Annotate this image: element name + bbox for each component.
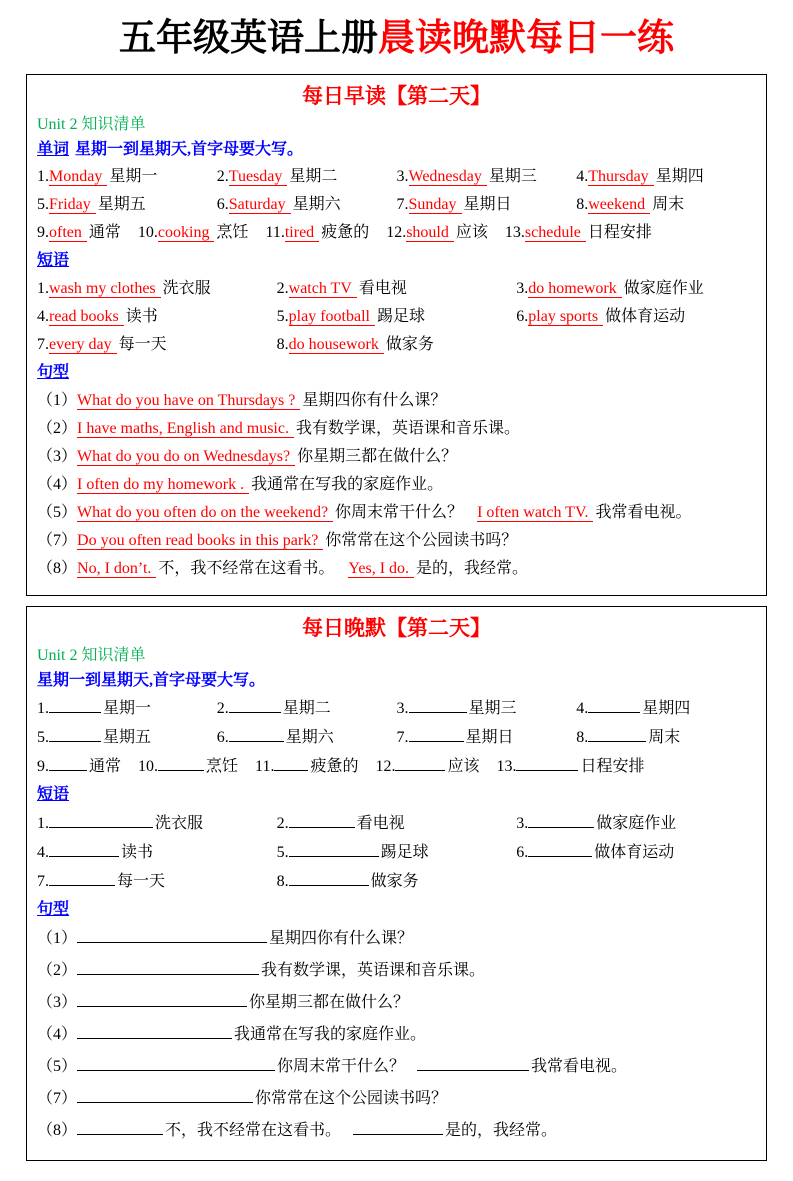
answer-blank[interactable] xyxy=(77,1024,232,1039)
answer-blank[interactable] xyxy=(49,871,115,886)
english-answer-text: Tuesday xyxy=(229,168,288,186)
chinese-meaning: 星期五 xyxy=(103,728,152,746)
chinese-translation-2: 是的，我经常。 xyxy=(445,1121,558,1139)
morning-section-header: 每日早读【第二天】 xyxy=(302,84,491,109)
chinese-meaning: 疲惫的 xyxy=(321,223,370,241)
item-number: 9. xyxy=(37,757,49,775)
item-number: 4. xyxy=(576,699,589,717)
item-number: 7. xyxy=(396,728,409,746)
vocab-item xyxy=(37,307,277,327)
vocab-item xyxy=(397,195,577,215)
english-answer-text: play football xyxy=(289,308,375,326)
vocab-item xyxy=(576,195,756,215)
chinese-meaning: 洗衣服 xyxy=(155,814,204,832)
chinese-meaning: 烹饪 xyxy=(206,757,239,775)
vocab-blank-item xyxy=(397,727,577,748)
item-number: 7. xyxy=(37,872,49,890)
vocab-item xyxy=(217,195,397,215)
chinese-translation: 你周末常干什么？ xyxy=(277,1057,406,1075)
answer-blank[interactable] xyxy=(588,698,640,713)
item-number: 6. xyxy=(216,195,229,213)
english-answer-text: Sunday xyxy=(409,196,462,214)
english-answer-text: read books xyxy=(49,308,124,326)
english-answer-text: Friday xyxy=(49,196,96,214)
chinese-meaning: 星期日 xyxy=(463,195,512,213)
title-text-red: 晨读晚默每日一练 xyxy=(378,18,674,59)
english-sentence: What do you often do on the weekend? xyxy=(77,504,333,522)
item-number: 9. xyxy=(37,223,49,241)
chinese-translation: 我有数学课，英语课和音乐课。 xyxy=(261,961,486,979)
vocab-blank-item xyxy=(217,698,397,719)
vocab-blank-item xyxy=(277,871,517,892)
morning-sentence-list xyxy=(37,391,756,579)
morning-word-row-3 xyxy=(37,223,756,243)
words-label: 单词 xyxy=(37,140,70,158)
sentence-item xyxy=(37,391,756,411)
english-answer-text: wash my clothes xyxy=(49,280,161,298)
item-number: 5. xyxy=(276,307,289,325)
answer-blank[interactable] xyxy=(516,756,578,771)
english-sentence-2: Yes, I do. xyxy=(348,560,414,578)
chinese-meaning: 星期日 xyxy=(465,728,514,746)
vocab-blank-item xyxy=(37,842,277,863)
title-text-black: 五年级英语上册 xyxy=(119,18,378,59)
english-answer-text: watch TV xyxy=(289,280,357,298)
morning-phrase-row-3 xyxy=(37,335,756,355)
chinese-meaning: 星期二 xyxy=(282,699,331,717)
english-sentence: I often do my homework . xyxy=(77,476,249,494)
chinese-meaning: 做家庭作业 xyxy=(623,279,704,297)
morning-unit-label: Unit 2 知识清单 xyxy=(37,115,146,133)
vocab-item xyxy=(397,167,577,187)
evening-phrase-row-1 xyxy=(37,813,756,834)
chinese-meaning: 应该 xyxy=(447,757,480,775)
english-answer-text: schedule xyxy=(525,224,586,242)
chinese-meaning: 看电视 xyxy=(358,279,407,297)
answer-blank[interactable] xyxy=(49,756,87,771)
vocab-blank-item xyxy=(37,756,121,777)
chinese-meaning: 星期三 xyxy=(488,167,537,185)
item-number: 4. xyxy=(37,843,49,861)
chinese-meaning: 星期六 xyxy=(292,195,341,213)
chinese-meaning: 每一天 xyxy=(118,335,167,353)
chinese-translation: 你星期三都在做什么？ xyxy=(297,447,458,465)
chinese-meaning: 星期五 xyxy=(97,195,146,213)
answer-blank[interactable] xyxy=(77,1088,253,1103)
chinese-meaning: 烹饪 xyxy=(216,223,249,241)
vocab-item xyxy=(37,279,277,299)
answer-blank[interactable] xyxy=(229,727,284,742)
vocab-blank-item xyxy=(277,842,517,863)
english-sentence: I have maths, English and music. xyxy=(77,420,294,438)
english-answer-text: often xyxy=(49,224,87,242)
chinese-meaning: 洗衣服 xyxy=(162,279,211,297)
vocab-item xyxy=(37,195,217,215)
chinese-meaning: 周末 xyxy=(648,728,681,746)
evening-sentences-label: 句型 xyxy=(37,900,70,918)
answer-blank[interactable] xyxy=(395,756,445,771)
chinese-translation: 你常常在这个公园读书吗？ xyxy=(255,1089,448,1107)
vocab-item xyxy=(37,167,217,187)
chinese-translation: 不，我不经常在这看书。 xyxy=(165,1121,342,1139)
sentence-blank-item xyxy=(37,928,756,949)
item-number: 2. xyxy=(276,814,289,832)
answer-blank[interactable] xyxy=(49,727,101,742)
vocab-blank-item xyxy=(375,756,479,777)
item-number: 2. xyxy=(216,167,229,185)
item-number: 7. xyxy=(37,335,49,353)
sentence-item xyxy=(37,503,756,523)
vocab-item xyxy=(37,223,121,243)
item-number: 1. xyxy=(37,814,49,832)
sentence-number: （3） xyxy=(37,447,78,465)
chinese-translation: 你常常在这个公园读书吗？ xyxy=(325,531,518,549)
evening-sentence-list xyxy=(37,928,756,1141)
chinese-meaning: 做家务 xyxy=(370,872,419,890)
item-number: 1. xyxy=(37,279,49,297)
item-number: 12. xyxy=(375,757,396,775)
sentence-number: （8） xyxy=(37,1121,78,1139)
chinese-translation: 我通常在写我的家庭作业。 xyxy=(234,1025,427,1043)
item-number: 5. xyxy=(37,195,49,213)
english-answer-text: Monday xyxy=(49,168,107,186)
item-number: 8. xyxy=(276,335,289,353)
sentence-number: （5） xyxy=(37,503,78,521)
item-number: 6. xyxy=(516,843,529,861)
sentence-number: （7） xyxy=(37,1089,78,1107)
evening-word-row-3 xyxy=(37,756,756,777)
item-number: 11. xyxy=(265,223,285,241)
chinese-translation-2: 是的，我经常。 xyxy=(416,559,529,577)
vocab-blank-item xyxy=(37,871,277,892)
sentence-item xyxy=(37,447,756,467)
vocab-item xyxy=(516,307,756,327)
evening-words-intro xyxy=(37,671,756,691)
chinese-meaning: 星期四 xyxy=(642,699,691,717)
english-answer-text: do housework xyxy=(289,336,384,354)
item-number: 1. xyxy=(37,699,49,717)
english-sentence: What do you do on Wednesdays? xyxy=(77,448,295,466)
vocab-blank-item xyxy=(217,727,397,748)
vocab-item xyxy=(277,307,517,327)
vocab-blank-item xyxy=(516,813,756,834)
item-number: 6. xyxy=(216,728,229,746)
sentence-item xyxy=(37,419,756,439)
vocab-item xyxy=(516,279,756,299)
vocab-item xyxy=(138,223,249,243)
chinese-meaning: 看电视 xyxy=(356,814,405,832)
sentence-item xyxy=(37,559,756,579)
chinese-meaning: 星期一 xyxy=(109,167,158,185)
item-number: 7. xyxy=(396,195,409,213)
vocab-blank-item xyxy=(496,756,644,777)
english-answer-text: should xyxy=(406,224,454,242)
item-number: 2. xyxy=(276,279,289,297)
chinese-translation: 你星期三都在做什么？ xyxy=(249,993,410,1011)
answer-blank[interactable] xyxy=(528,842,592,857)
chinese-meaning: 读书 xyxy=(121,843,154,861)
chinese-translation: 星期四你有什么课？ xyxy=(302,391,447,409)
sentence-blank-item xyxy=(37,960,756,981)
vocab-item xyxy=(277,335,517,355)
sentence-number: （2） xyxy=(37,961,78,979)
vocab-blank-item xyxy=(397,698,577,719)
sentence-number: （5） xyxy=(37,1057,78,1075)
english-answer-text: weekend xyxy=(588,196,650,214)
answer-blank[interactable] xyxy=(229,698,281,713)
chinese-meaning: 日程安排 xyxy=(587,223,652,241)
sentence-blank-item xyxy=(37,1088,756,1109)
chinese-meaning: 星期四 xyxy=(655,167,704,185)
sentence-number: （4） xyxy=(37,1025,78,1043)
item-number: 13. xyxy=(504,223,525,241)
item-number: 3. xyxy=(516,279,529,297)
sentence-blank-item xyxy=(37,1024,756,1045)
vocab-item xyxy=(277,279,517,299)
answer-blank[interactable] xyxy=(289,813,355,828)
english-answer-text: cooking xyxy=(158,224,215,242)
sentence-blank-item xyxy=(37,1056,756,1077)
morning-reading-section xyxy=(26,74,767,595)
item-number: 3. xyxy=(396,167,409,185)
item-number: 10. xyxy=(138,757,159,775)
sentence-number: （7） xyxy=(37,531,78,549)
english-sentence: What do you have on Thursdays ? xyxy=(77,392,300,410)
item-number: 8. xyxy=(276,872,289,890)
answer-blank[interactable] xyxy=(49,698,101,713)
answer-blank[interactable] xyxy=(77,928,267,943)
english-sentence: No, I don’t. xyxy=(77,560,156,578)
vocab-blank-item xyxy=(138,756,238,777)
english-answer-text: Wednesday xyxy=(409,168,487,186)
chinese-translation: 你周末常干什么？ xyxy=(335,503,464,521)
english-answer-text: do homework xyxy=(528,280,621,298)
item-number: 5. xyxy=(37,728,49,746)
item-number: 13. xyxy=(496,757,517,775)
chinese-meaning: 星期二 xyxy=(289,167,338,185)
sentence-number: （2） xyxy=(37,419,78,437)
evening-word-row-1 xyxy=(37,698,756,719)
english-answer-text: tired xyxy=(285,224,319,242)
vocab-blank-item xyxy=(277,813,517,834)
vocab-item xyxy=(37,335,277,355)
answer-blank[interactable] xyxy=(409,727,464,742)
chinese-meaning: 星期六 xyxy=(285,728,334,746)
chinese-translation: 我有数学课，英语课和音乐课。 xyxy=(295,419,520,437)
sentence-blank-item xyxy=(37,992,756,1013)
morning-sentences-label: 句型 xyxy=(37,363,70,381)
item-number: 11. xyxy=(255,757,275,775)
answer-blank[interactable] xyxy=(49,813,153,828)
sentence-number: （3） xyxy=(37,993,78,1011)
item-number: 6. xyxy=(516,307,529,325)
words-intro-text: 星期一到星期天,首字母要大写。 xyxy=(75,140,304,158)
morning-words-intro xyxy=(37,140,756,160)
answer-blank-2[interactable] xyxy=(417,1056,529,1071)
words-intro-text: 星期一到星期天,首字母要大写。 xyxy=(37,671,266,689)
chinese-meaning: 疲惫的 xyxy=(310,757,359,775)
chinese-meaning: 星期三 xyxy=(468,699,517,717)
item-number: 4. xyxy=(37,307,49,325)
answer-blank[interactable] xyxy=(77,1056,275,1071)
english-answer-text: Saturday xyxy=(229,196,291,214)
vocab-item xyxy=(386,223,488,243)
item-number: 2. xyxy=(216,699,229,717)
answer-blank[interactable] xyxy=(49,842,119,857)
english-answer-text: play sports xyxy=(528,308,603,326)
morning-word-row-2 xyxy=(37,195,756,215)
vocab-blank-item xyxy=(37,813,277,834)
sentence-item xyxy=(37,475,756,495)
chinese-meaning: 星期一 xyxy=(103,699,152,717)
answer-blank[interactable] xyxy=(77,960,259,975)
vocab-item xyxy=(217,167,397,187)
chinese-translation: 不，我不经常在这看书。 xyxy=(158,559,335,577)
item-number: 8. xyxy=(576,728,589,746)
answer-blank[interactable] xyxy=(77,1120,163,1135)
chinese-meaning: 读书 xyxy=(125,307,158,325)
item-number: 10. xyxy=(137,223,158,241)
item-number: 8. xyxy=(576,195,589,213)
chinese-meaning: 做家务 xyxy=(385,335,434,353)
answer-blank[interactable] xyxy=(289,842,379,857)
chinese-meaning: 做体育运动 xyxy=(605,307,686,325)
answer-blank[interactable] xyxy=(289,871,369,886)
sentence-number: （4） xyxy=(37,475,78,493)
morning-phrase-row-1 xyxy=(37,279,756,299)
vocab-blank-item xyxy=(255,756,358,777)
answer-blank[interactable] xyxy=(528,813,594,828)
answer-blank[interactable] xyxy=(409,698,467,713)
english-answer-text: Thursday xyxy=(588,168,653,186)
evening-unit-label: Unit 2 知识清单 xyxy=(37,646,146,664)
chinese-translation: 星期四你有什么课？ xyxy=(269,929,414,947)
chinese-meaning: 通常 xyxy=(88,223,121,241)
vocab-blank-item xyxy=(516,842,756,863)
chinese-translation: 我通常在写我的家庭作业。 xyxy=(251,475,444,493)
item-number: 4. xyxy=(576,167,589,185)
answer-blank-2[interactable] xyxy=(353,1120,443,1135)
vocab-item xyxy=(505,223,652,243)
sentence-number: （1） xyxy=(37,929,78,947)
answer-blank[interactable] xyxy=(158,756,204,771)
chinese-translation-2: 我常看电视。 xyxy=(595,503,692,521)
item-number: 1. xyxy=(37,167,49,185)
morning-word-row-1 xyxy=(37,167,756,187)
answer-blank[interactable] xyxy=(274,756,308,771)
chinese-meaning: 做家庭作业 xyxy=(596,814,677,832)
chinese-translation-2: 我常看电视。 xyxy=(531,1057,628,1075)
page-title xyxy=(26,16,767,62)
evening-dictation-section xyxy=(26,606,767,1161)
vocab-blank-item xyxy=(37,698,217,719)
item-number: 3. xyxy=(516,814,529,832)
chinese-meaning: 通常 xyxy=(89,757,122,775)
answer-blank[interactable] xyxy=(77,992,247,1007)
evening-word-row-2 xyxy=(37,727,756,748)
morning-phrase-row-2 xyxy=(37,307,756,327)
answer-blank[interactable] xyxy=(588,727,646,742)
vocab-item xyxy=(265,223,369,243)
chinese-meaning: 踢足球 xyxy=(380,843,429,861)
evening-phrase-row-3 xyxy=(37,871,756,892)
vocab-blank-item xyxy=(576,727,756,748)
english-sentence: Do you often read books in this park? xyxy=(77,532,323,550)
item-number: 5. xyxy=(276,843,289,861)
chinese-meaning: 踢足球 xyxy=(376,307,425,325)
vocab-blank-item xyxy=(37,727,217,748)
sentence-item xyxy=(37,531,756,551)
chinese-meaning: 应该 xyxy=(455,223,488,241)
sentence-blank-item xyxy=(37,1120,756,1141)
evening-phrase-row-2 xyxy=(37,842,756,863)
sentence-number: （8） xyxy=(37,559,78,577)
vocab-blank-item xyxy=(576,698,756,719)
english-answer-text: every day xyxy=(49,336,117,354)
sentence-number: （1） xyxy=(37,391,78,409)
chinese-meaning: 周末 xyxy=(652,195,685,213)
vocab-item xyxy=(576,167,756,187)
evening-phrases-label: 短语 xyxy=(37,785,70,803)
chinese-meaning: 做体育运动 xyxy=(594,843,675,861)
chinese-meaning: 日程安排 xyxy=(580,757,645,775)
chinese-meaning: 每一天 xyxy=(117,872,166,890)
english-sentence-2: I often watch TV. xyxy=(477,504,593,522)
evening-section-header: 每日晚默【第二天】 xyxy=(302,615,491,640)
item-number: 3. xyxy=(396,699,409,717)
item-number: 12. xyxy=(386,223,407,241)
morning-phrases-label: 短语 xyxy=(37,251,70,269)
